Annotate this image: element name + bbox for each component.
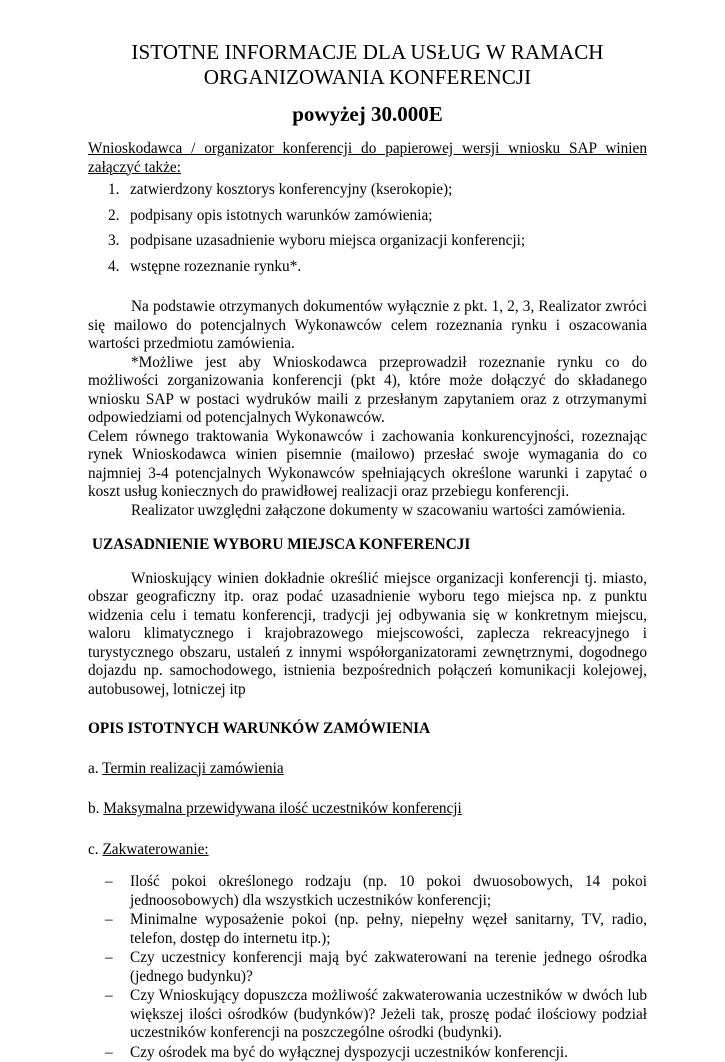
paragraph-competition: Celem równego traktowania Wykonawców i zachowania konkurencyjności, rozeznając rynek Wnioskodawca winien pisemnie (mailowo) przesłać swoje wymagania do co najmniej 3-4 potencjalnych Wykonawców spełniających określone warunki i zapytać o koszt usług koniecznych do prawidłowej realizacji oraz przebiegu konferencji. — [88, 428, 647, 502]
document-subtitle: powyżej 30.000E — [88, 101, 647, 127]
required-documents-list — [88, 181, 647, 276]
list-item — [88, 949, 647, 986]
term-item-a — [88, 760, 647, 779]
list-item — [88, 873, 647, 910]
list-item-text: podpisane uzasadnienie wyboru miejsca organizacji konferencji; — [130, 232, 525, 249]
term-letter: b. — [88, 800, 103, 817]
list-number: 3. — [108, 232, 119, 251]
list-item-text: Czy uczestnicy konferencji mają być zakwaterowani na terenie jednego ośrodka (jednego budynku)? — [130, 949, 647, 985]
list-number: 4. — [108, 258, 119, 277]
intro-text: Wnioskodawca / organizator konferencji do papierowej wersji wniosku SAP winien załączyć także: — [88, 140, 647, 177]
list-number: 2. — [108, 207, 119, 226]
list-item — [88, 258, 647, 277]
paragraph-procedure: Na podstawie otrzymanych dokumentów wyłącznie z pkt. 1, 2, 3, Realizator zwróci się mailowo do potencjalnych Wykonawców celem rozeznania rynku i oszacowania wartości przedmiotu zamówienia. — [88, 298, 647, 354]
accommodation-list — [88, 873, 647, 1062]
list-item-text: wstępne rozeznanie rynku*. — [130, 258, 301, 275]
list-item — [88, 181, 647, 200]
dash-bullet: – — [105, 1044, 113, 1062]
paragraph-location: Wnioskujący winien dokładnie określić miejsce organizacji konferencji tj. miasto, obszar geograficzny itp. oraz podać uzasadnienie wyboru tego miejsca np. z punktu widzenia celu i tematu konferencji, tradycji jej odbywania się w konkretnym miejscu, waloru klimatycznego i krajobrazowego miejscowości, zaplecza rekreacyjnego i turystycznego obszaru, ustaleń z innymi współorganizatorami zewnętrznymi, dogodnego dojazdu np. samochodowego, istnienia bezpośrednich połączeń komunikacji kolejowej, autobusowej, lotniczej itp — [88, 570, 647, 700]
title-line-1: ISTOTNE INFORMACJE DLA USŁUG W RAMACH — [131, 40, 603, 64]
term-item-c — [88, 841, 647, 860]
term-item-b — [88, 800, 647, 819]
list-item — [88, 232, 647, 251]
list-item-text: podpisany opis istotnych warunków zamówienia; — [130, 207, 433, 224]
section-heading-terms: OPIS ISTOTNYCH WARUNKÓW ZAMÓWIENIA — [88, 720, 647, 739]
list-item-text: Ilość pokoi określonego rodzaju (np. 10 pokoi dwuosobowych, 14 pokoi jednoosobowych) dla wszystkich uczestników konferencji; — [130, 873, 647, 909]
term-letter: c. — [88, 841, 102, 858]
list-item — [88, 207, 647, 226]
list-item-text: Czy ośrodek ma być do wyłącznej dyspozycji uczestników konferencji. — [130, 1044, 568, 1061]
term-text: Maksymalna przewidywana ilość uczestników konferencji — [103, 800, 462, 817]
section-heading-location: UZASADNIENIE WYBORU MIEJSCA KONFERENCJI — [88, 536, 647, 555]
list-item-text: Minimalne wyposażenie pokoi (np. pełny, niepełny węzeł sanitarny, TV, radio, telefon, dostęp do internetu itp.); — [130, 911, 647, 947]
dash-bullet: – — [105, 873, 113, 892]
paragraph-market-research: *Możliwe jest aby Wnioskodawca przeprowadził rozeznanie rynku co do możliwości zorganizowania konferencji (pkt 4), które może dołączyć do składanego wniosku SAP w postaci wydruków maili z przesłanym zapytaniem oraz z otrzymanymi odpowiedziami od potencjalnych Wykonawców. — [88, 354, 647, 428]
title-line-2: ORGANIZOWANIA KONFERENCJI — [204, 65, 531, 89]
term-text: Zakwaterowanie: — [102, 841, 208, 858]
list-item — [88, 1044, 647, 1062]
list-item — [88, 911, 647, 948]
list-item — [88, 987, 647, 1043]
term-text: Termin realizacji zamówienia — [102, 760, 284, 777]
dash-bullet: – — [105, 911, 113, 930]
list-item-text: zatwierdzony kosztorys konferencyjny (kserokopie); — [130, 181, 452, 198]
dash-bullet: – — [105, 987, 113, 1006]
dash-bullet: – — [105, 949, 113, 968]
document-title — [88, 40, 647, 90]
list-item-text: Czy Wnioskujący dopuszcza możliwość zakwaterowania uczestników w dwóch lub większej ilości ośrodków (budynków)? Jeżeli tak, proszę podać ilościowy podział uczestników konferencji na poszczególne ośrodki (budynki). — [130, 987, 647, 1041]
list-number: 1. — [108, 181, 119, 200]
term-letter: a. — [88, 760, 102, 777]
paragraph-valuation: Realizator uwzględni załączone dokumenty w szacowaniu wartości zamówienia. — [88, 502, 647, 521]
